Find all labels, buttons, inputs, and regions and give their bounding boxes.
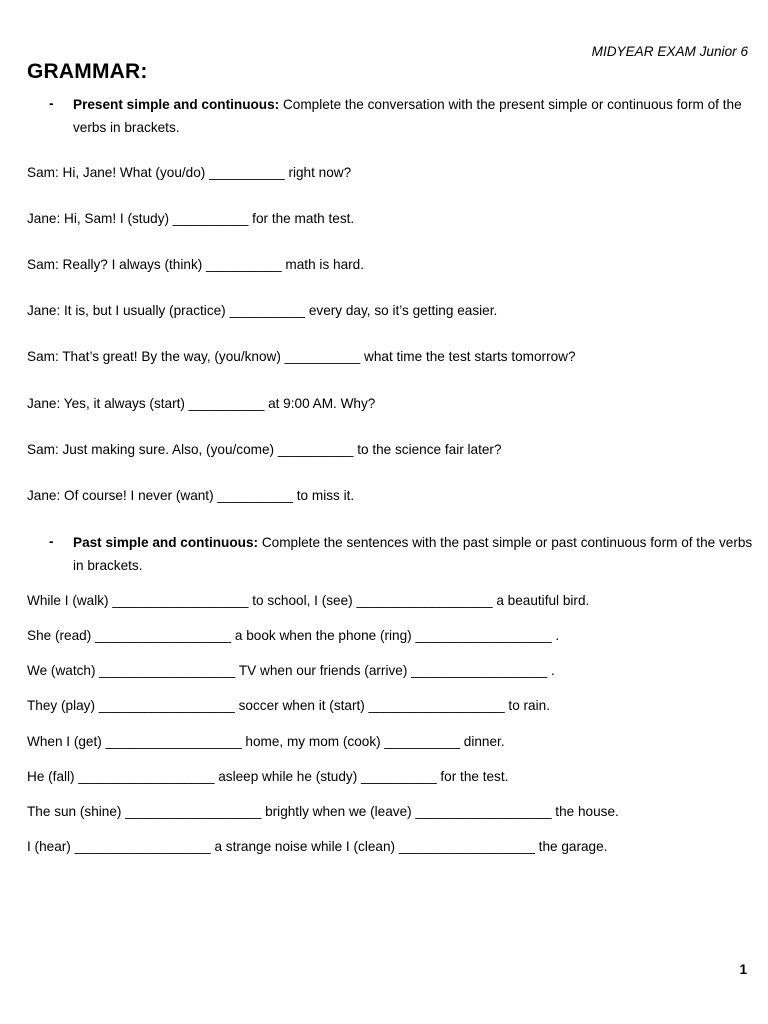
page-number: 1	[739, 962, 747, 977]
conversation-line: Jane: Hi, Sam! I (study) __________ for the math test.	[27, 211, 355, 226]
heading-present: Present simple and continuous:	[73, 97, 280, 112]
exercise-sentence: While I (walk) __________________ to school, I (see) __________________ a beautiful bird.	[27, 593, 590, 608]
bullet-present: -	[49, 96, 54, 111]
conversation-line: Sam: Just making sure. Also, (you/come) __________ to the science fair later?	[27, 442, 502, 457]
bullet-past: -	[49, 534, 54, 549]
section-title: GRAMMAR:	[27, 60, 148, 83]
instruction-present-text: Complete the conversation with the present simple or continuous form of the verbs in brackets.	[73, 97, 742, 135]
exercise-sentence: He (fall) __________________ asleep while he (study) __________ for the test.	[27, 769, 509, 784]
exercise-sentence: She (read) __________________ a book when the phone (ring) __________________ .	[27, 628, 560, 643]
conversation-line: Jane: It is, but I usually (practice) __________ every day, so it’s getting easier.	[27, 303, 498, 318]
conversation-line: Sam: Really? I always (think) __________ math is hard.	[27, 257, 364, 272]
conversation-line: Jane: Of course! I never (want) __________ to miss it.	[27, 488, 355, 503]
conversation-line: Sam: That’s great! By the way, (you/know) __________ what time the test starts tomorrow?	[27, 349, 576, 364]
exercise-sentence: The sun (shine) __________________ brightly when we (leave) __________________ the house.	[27, 804, 619, 819]
exercise-sentence: We (watch) __________________ TV when our friends (arrive) __________________ .	[27, 663, 555, 678]
instruction-past-text: Complete the sentences with the past simple or past continuous form of the verbs in brackets.	[73, 535, 753, 573]
heading-past: Past simple and continuous:	[73, 535, 259, 550]
instruction-past	[73, 531, 753, 577]
exercise-sentence: I (hear) __________________ a strange noise while I (clean) __________________ the garage.	[27, 839, 608, 854]
conversation-line: Sam: Hi, Jane! What (you/do) __________ right now?	[27, 165, 352, 180]
conversation-line: Jane: Yes, it always (start) __________ at 9:00 AM. Why?	[27, 396, 376, 411]
instruction-present	[73, 93, 753, 139]
exercise-sentence: When I (get) __________________ home, my mom (cook) __________ dinner.	[27, 734, 505, 749]
exercise-sentence: They (play) __________________ soccer when it (start) __________________ to rain.	[27, 698, 550, 713]
exam-title: MIDYEAR EXAM Junior 6	[591, 44, 748, 59]
